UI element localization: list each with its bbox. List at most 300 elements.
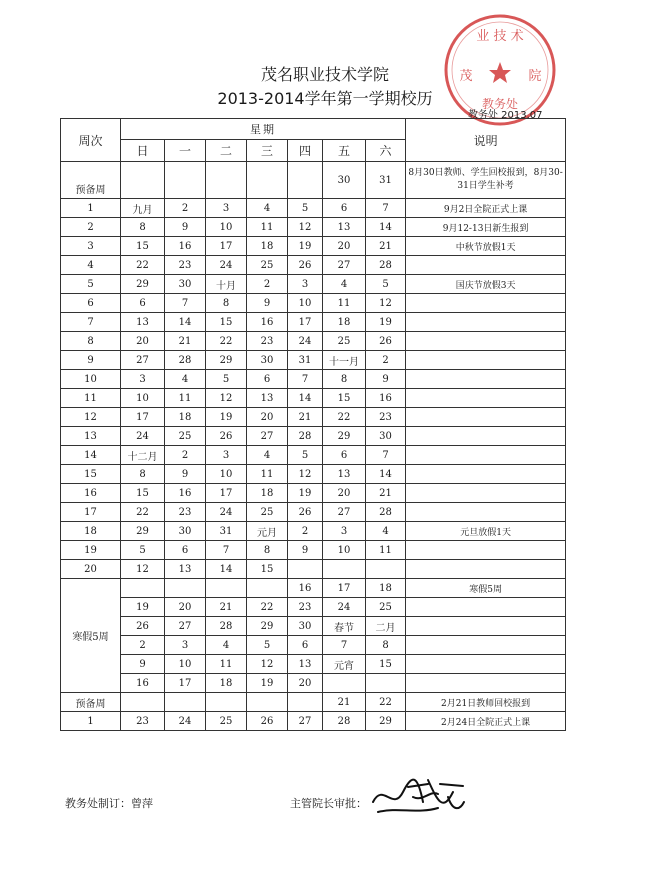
date-cell: 27 [121,351,165,370]
header-day-3: 三 [247,140,288,162]
date-cell: 20 [247,408,288,427]
table-row [61,636,566,655]
note-cell: 9月12-13日新生报到 [406,218,566,237]
table-row [61,655,566,674]
week-number-cell: 17 [61,503,121,522]
week-number-cell: 14 [61,446,121,465]
date-cell: 25 [206,712,247,731]
table-row [61,598,566,617]
date-cell: 8 [366,636,406,655]
date-cell: 4 [206,636,247,655]
note-cell [406,617,566,636]
date-cell: 22 [366,693,406,712]
svg-text:教务处: 教务处 [481,97,519,111]
date-cell: 3 [288,275,323,294]
date-cell [323,560,366,579]
date-cell: 17 [121,408,165,427]
table-row [61,218,566,237]
date-cell [165,693,206,712]
date-cell: 13 [247,389,288,408]
date-cell: 10 [323,541,366,560]
date-cell: 4 [247,199,288,218]
date-cell: 6 [288,636,323,655]
date-cell: 元月 [247,522,288,541]
table-row [61,199,566,218]
table-row [61,332,566,351]
date-cell: 3 [206,199,247,218]
week-number-cell: 预备周 [61,162,121,199]
date-cell: 十二月 [121,446,165,465]
date-cell: 13 [288,655,323,674]
date-cell: 24 [165,712,206,731]
date-cell: 16 [366,389,406,408]
date-cell: 25 [247,256,288,275]
date-cell: 11 [247,465,288,484]
note-cell [406,294,566,313]
week-number-cell: 7 [61,313,121,332]
week-number-cell: 5 [61,275,121,294]
date-cell: 22 [206,332,247,351]
table-row [61,275,566,294]
note-cell [406,674,566,693]
date-cell: 18 [366,579,406,598]
calendar-title: 2013-2014学年第一学期校历 [217,89,433,108]
note-cell [406,370,566,389]
date-cell: 27 [288,712,323,731]
date-cell [288,560,323,579]
date-cell: 15 [121,237,165,256]
date-cell: 31 [288,351,323,370]
college-name-title: 茂名职业技术学院 [260,65,389,84]
date-cell: 17 [206,237,247,256]
date-cell: 28 [165,351,206,370]
date-cell: 17 [323,579,366,598]
date-cell: 20 [323,484,366,503]
date-cell: 2 [121,636,165,655]
date-cell: 27 [323,256,366,275]
table-row [61,579,566,598]
date-cell: 22 [323,408,366,427]
date-cell [165,579,206,598]
header-day-0: 日 [121,140,165,162]
date-cell: 5 [288,199,323,218]
date-cell: 20 [323,237,366,256]
table-row [61,522,566,541]
note-cell [406,541,566,560]
table-row [61,674,566,693]
date-cell: 25 [247,503,288,522]
date-cell: 29 [366,712,406,731]
date-cell: 29 [247,617,288,636]
date-cell: 22 [247,598,288,617]
date-cell: 18 [165,408,206,427]
note-cell: 国庆节放假3天 [406,275,566,294]
table-row [61,503,566,522]
week-number-cell: 8 [61,332,121,351]
date-cell: 14 [366,218,406,237]
date-cell: 7 [366,446,406,465]
note-cell: 中秋节放假1天 [406,237,566,256]
date-cell: 6 [323,199,366,218]
date-cell: 九月 [121,199,165,218]
date-cell: 5 [247,636,288,655]
header-day-5: 五 [323,140,366,162]
week-number-cell: 18 [61,522,121,541]
table-row [61,351,566,370]
table-row [61,237,566,256]
date-cell: 7 [288,370,323,389]
date-cell: 9 [121,655,165,674]
svg-text:院: 院 [528,69,542,84]
date-cell: 24 [288,332,323,351]
date-cell: 9 [288,541,323,560]
date-cell: 10 [288,294,323,313]
date-cell [288,162,323,199]
date-cell: 28 [366,256,406,275]
table-row [61,617,566,636]
date-cell [247,693,288,712]
date-cell: 十月 [206,275,247,294]
note-cell: 9月2日全院正式上课 [406,199,566,218]
date-cell: 30 [366,427,406,446]
date-cell: 9 [247,294,288,313]
date-cell: 10 [165,655,206,674]
table-row [61,313,566,332]
date-cell: 19 [288,237,323,256]
date-cell: 2 [247,275,288,294]
date-cell: 11 [206,655,247,674]
date-cell: 24 [206,503,247,522]
table-row [61,294,566,313]
date-cell: 31 [206,522,247,541]
office-date-label: 教务处 2013.07 [468,110,543,121]
date-cell: 30 [165,522,206,541]
week-number-cell: 预备周 [61,693,121,712]
date-cell [121,162,165,199]
svg-text:业 技 术: 业 技 术 [476,29,524,44]
date-cell: 16 [288,579,323,598]
header-week-number: 周次 [61,119,121,162]
week-number-cell: 3 [61,237,121,256]
date-cell: 30 [247,351,288,370]
date-cell: 4 [323,275,366,294]
date-cell: 26 [206,427,247,446]
table-row [61,465,566,484]
date-cell: 11 [323,294,366,313]
date-cell: 20 [165,598,206,617]
date-cell: 7 [323,636,366,655]
week-number-cell: 19 [61,541,121,560]
date-cell: 12 [288,218,323,237]
date-cell: 17 [288,313,323,332]
header-day-4: 四 [288,140,323,162]
note-cell [406,256,566,275]
date-cell: 2 [288,522,323,541]
table-row [61,560,566,579]
note-cell: 元旦放假1天 [406,522,566,541]
table-row [61,256,566,275]
approved-by-label: 主管院长审批： [290,797,367,810]
date-cell: 9 [165,218,206,237]
date-cell: 8 [323,370,366,389]
date-cell: 27 [247,427,288,446]
date-cell: 春节 [323,617,366,636]
date-cell: 19 [206,408,247,427]
week-number-cell: 4 [61,256,121,275]
note-cell [406,636,566,655]
week-number-cell: 13 [61,427,121,446]
date-cell: 13 [323,218,366,237]
date-cell: 15 [121,484,165,503]
date-cell: 22 [121,503,165,522]
header-day-1: 一 [165,140,206,162]
table-row [61,693,566,712]
date-cell: 26 [121,617,165,636]
date-cell [206,162,247,199]
date-cell: 21 [288,408,323,427]
note-cell: 寒假5周 [406,579,566,598]
date-cell: 22 [121,256,165,275]
date-cell: 28 [366,503,406,522]
date-cell [121,693,165,712]
date-cell [165,162,206,199]
prepared-by-label: 教务处制订：曾萍 [65,797,153,810]
table-row [61,541,566,560]
date-cell: 10 [121,389,165,408]
note-cell: 2月21日教师回校报到 [406,693,566,712]
date-cell: 十一月 [323,351,366,370]
date-cell: 2 [165,199,206,218]
date-cell: 元宵 [323,655,366,674]
date-cell: 6 [121,294,165,313]
date-cell: 13 [323,465,366,484]
date-cell: 13 [165,560,206,579]
header-day-6: 六 [366,140,406,162]
date-cell [121,579,165,598]
date-cell: 28 [288,427,323,446]
date-cell: 25 [323,332,366,351]
date-cell: 4 [247,446,288,465]
date-cell: 23 [121,712,165,731]
date-cell: 10 [206,465,247,484]
date-cell: 12 [366,294,406,313]
date-cell: 8 [121,218,165,237]
date-cell [206,693,247,712]
date-cell [366,560,406,579]
note-cell [406,427,566,446]
date-cell: 12 [206,389,247,408]
school-calendar-table [60,118,566,731]
date-cell: 16 [247,313,288,332]
date-cell: 11 [165,389,206,408]
note-cell [406,313,566,332]
date-cell: 3 [121,370,165,389]
date-cell: 24 [323,598,366,617]
date-cell: 15 [206,313,247,332]
date-cell: 二月 [366,617,406,636]
date-cell: 8 [121,465,165,484]
date-cell: 5 [366,275,406,294]
date-cell: 30 [165,275,206,294]
date-cell: 18 [323,313,366,332]
date-cell: 19 [366,313,406,332]
date-cell: 11 [366,541,406,560]
table-row [61,427,566,446]
date-cell: 25 [366,598,406,617]
date-cell [366,674,406,693]
date-cell: 18 [206,674,247,693]
date-cell: 9 [366,370,406,389]
date-cell: 23 [247,332,288,351]
date-cell: 21 [366,237,406,256]
date-cell: 14 [288,389,323,408]
week-number-cell: 16 [61,484,121,503]
date-cell: 11 [247,218,288,237]
date-cell: 4 [366,522,406,541]
note-cell [406,598,566,617]
date-cell: 12 [288,465,323,484]
week-number-cell: 11 [61,389,121,408]
week-number-cell: 9 [61,351,121,370]
note-cell: 8月30日教师、学生回校报到，8月30-31日学生补考 [406,162,566,199]
date-cell [247,162,288,199]
note-cell [406,560,566,579]
svg-text:茂: 茂 [459,69,473,84]
date-cell: 21 [165,332,206,351]
date-cell: 12 [121,560,165,579]
week-number-cell: 10 [61,370,121,389]
table-row [61,446,566,465]
week-number-cell: 15 [61,465,121,484]
date-cell: 29 [121,522,165,541]
date-cell: 13 [121,313,165,332]
table-row [61,162,566,199]
date-cell [247,579,288,598]
date-cell [288,693,323,712]
date-cell: 23 [165,503,206,522]
date-cell: 14 [206,560,247,579]
date-cell: 7 [366,199,406,218]
date-cell: 23 [165,256,206,275]
table-row [61,712,566,731]
note-cell [406,484,566,503]
date-cell: 9 [165,465,206,484]
date-cell: 3 [323,522,366,541]
date-cell: 20 [288,674,323,693]
week-number-cell: 20 [61,560,121,579]
date-cell: 6 [247,370,288,389]
header-notes: 说明 [406,119,566,162]
note-cell [406,351,566,370]
note-cell [406,503,566,522]
date-cell: 8 [206,294,247,313]
date-cell: 19 [288,484,323,503]
date-cell: 14 [165,313,206,332]
date-cell: 5 [206,370,247,389]
date-cell: 6 [323,446,366,465]
date-cell: 24 [121,427,165,446]
date-cell: 21 [366,484,406,503]
date-cell: 23 [288,598,323,617]
date-cell: 21 [323,693,366,712]
header-day-2: 二 [206,140,247,162]
date-cell: 29 [206,351,247,370]
date-cell [323,674,366,693]
date-cell: 16 [165,484,206,503]
handwritten-signature [368,772,468,822]
date-cell: 30 [323,162,366,199]
date-cell: 29 [323,427,366,446]
note-cell [406,408,566,427]
date-cell: 14 [366,465,406,484]
date-cell: 21 [206,598,247,617]
date-cell: 26 [288,256,323,275]
note-cell [406,446,566,465]
week-number-cell: 寒假5周 [61,579,121,693]
date-cell: 7 [206,541,247,560]
note-cell [406,389,566,408]
week-number-cell: 1 [61,712,121,731]
date-cell: 18 [247,484,288,503]
date-cell: 18 [247,237,288,256]
date-cell: 15 [323,389,366,408]
date-cell: 27 [323,503,366,522]
date-cell: 31 [366,162,406,199]
date-cell: 26 [288,503,323,522]
date-cell: 30 [288,617,323,636]
date-cell: 27 [165,617,206,636]
date-cell: 17 [206,484,247,503]
table-row [61,408,566,427]
date-cell: 26 [366,332,406,351]
date-cell: 23 [366,408,406,427]
date-cell: 15 [366,655,406,674]
date-cell: 4 [165,370,206,389]
date-cell: 19 [121,598,165,617]
header-weekday-group: 星期 [121,119,406,140]
date-cell: 19 [247,674,288,693]
date-cell: 2 [366,351,406,370]
date-cell: 16 [165,237,206,256]
date-cell: 5 [288,446,323,465]
date-cell: 17 [165,674,206,693]
date-cell: 28 [323,712,366,731]
date-cell [206,579,247,598]
date-cell: 26 [247,712,288,731]
date-cell: 28 [206,617,247,636]
week-number-cell: 12 [61,408,121,427]
date-cell: 20 [121,332,165,351]
date-cell: 15 [247,560,288,579]
date-cell: 10 [206,218,247,237]
date-cell: 3 [206,446,247,465]
date-cell: 12 [247,655,288,674]
table-row [61,370,566,389]
table-row [61,389,566,408]
date-cell: 6 [165,541,206,560]
table-row [61,484,566,503]
date-cell: 7 [165,294,206,313]
date-cell: 24 [206,256,247,275]
date-cell: 29 [121,275,165,294]
date-cell: 8 [247,541,288,560]
date-cell: 5 [121,541,165,560]
week-number-cell: 1 [61,199,121,218]
date-cell: 2 [165,446,206,465]
note-cell [406,655,566,674]
note-cell [406,332,566,351]
note-cell [406,465,566,484]
